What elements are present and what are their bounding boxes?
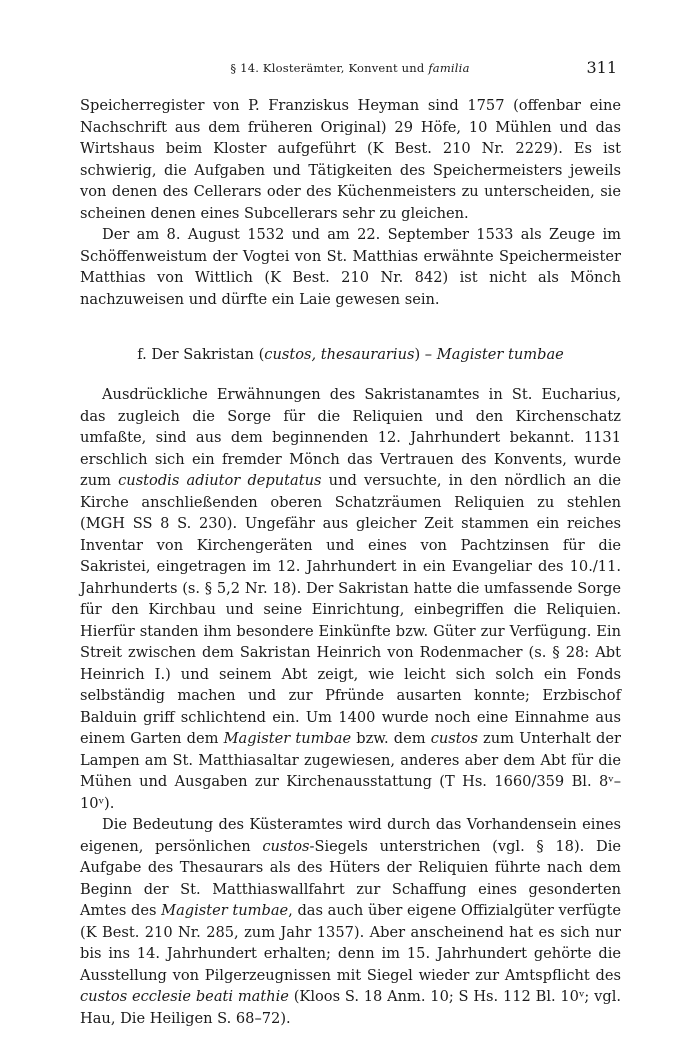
italic-run: custos <box>262 837 310 855</box>
heading-italic-title: Magister tumbae <box>436 346 564 363</box>
body-text-section <box>80 384 621 1029</box>
text-run: bzw. dem <box>351 730 431 747</box>
text-run: , das auch über eigene Offizialgüter verfügte (K Best. 210 Nr. 285, zum Jahr 1357). Aber anscheinend hat es sich nur bis ins 14. Jahrhundert erhalten; denn im 15. Jahrhundert gehörte die Ausstellung von Pilgerzeugnissen mit Siegel wieder zur Amtspflicht des <box>80 902 621 984</box>
paragraph <box>80 814 621 1029</box>
heading-prefix: f. Der Sakristan ( <box>137 346 265 363</box>
running-title-italic: familia <box>428 61 470 75</box>
italic-run: Magister tumbae <box>161 902 289 919</box>
paragraph: Speicherregister von P. Franziskus Heyman sind 1757 (offenbar eine Nachschrift aus dem früheren Original) 29 Höfe, 10 Mühlen und das Wirtshaus beim Kloster aufgeführt (K Best. 210 Nr. 2229). Es ist schwierig, die Aufgaben und Tätigkeiten des Speichermeisters jeweils von denen des Cellerars oder des Küchenmeisters zu unterscheiden, sie scheinen denen eines Subcellerars sehr zu gleichen. <box>80 97 621 222</box>
italic-run: custos <box>430 730 478 747</box>
running-title <box>215 61 485 75</box>
text-run: (Kloos S. 18 Anm. 10; S Hs. 112 Bl. 10ᵛ; vgl. Hau, Die Heiligen S. 68–72). <box>80 988 621 1027</box>
body-text-top <box>80 95 621 310</box>
text-run: zum Unterhalt der Lampen am St. Matthiasaltar zugewiesen, anderes aber dem Abt für die Mühen und Ausgaben zur Kirchenausstattung (T Hs. 1660/359 Bl. 8ᵛ–10ᵛ). <box>80 730 621 812</box>
italic-run: custos ecclesie beati mathie <box>80 988 289 1005</box>
italic-run: custodis adiutor deputatus <box>118 472 322 489</box>
text-run: -Siegels unterstrichen (vgl. § 18). Die Aufgabe des Thesaurars als des Hüters der Reliquien führte nach dem Beginn der St. Matthiaswallfahrt zur Schaffung eines gesonderten Amtes des <box>80 837 621 919</box>
running-title-text: § 14. Klosterämter, Konvent und <box>230 61 429 75</box>
text-run: und versuchte, in den nördlich an die Kirche anschließenden oberen Schatzräumen Reliquien zu stehlen (MGH SS 8 S. 230). Ungefähr aus gleicher Zeit stammen ein reiches Inventar von Kirchengeräten und eines von Pachtzinsen für die Sakristei, eingetragen im 12. Jahrhundert in ein Evangeliar des 10./11. Jahrhunderts (s. § 5,2 Nr. 18). Der Sakristan hatte die umfassende Sorge für den Kirchbau und seine Einrichtung, einbegriffen die Reliquien. Hierfür standen ihm besondere Einkünfte bzw. Güter zur Verfügung. Ein Streit zwischen dem Sakristan Heinrich von Rodenmacher (s. § 28: Abt Heinrich I.) und seinem Abt zeigt, wie leicht sich solch ein Fonds selbständig machen und zur Pfründe ausarten konnte; Erzbischof Balduin griff schlichtend ein. Um 1400 wurde noch eine Einnahme aus einem Garten dem <box>80 472 622 747</box>
page-number: 311 <box>586 58 617 77</box>
section-heading <box>80 346 621 363</box>
text-run: Die Bedeutung des Küsteramtes wird durch das Vorhandensein eines eigenen, persönlichen <box>80 816 621 855</box>
italic-run: Magister tumbae <box>223 730 352 747</box>
heading-italic-terms: custos, thesaurarius <box>264 346 415 363</box>
paragraph: Der am 8. August 1532 und am 22. September 1533 als Zeuge im Schöffenweistum der Vogtei von St. Matthias erwähnte Speichermeister Matthias von Wittlich (K Best. 210 Nr. 842) ist nicht als Mönch nachzuweisen und dürfte ein Laie gewesen sein. <box>80 226 621 308</box>
heading-middle: ) – <box>414 346 437 363</box>
running-head <box>0 58 700 78</box>
text-run: Ausdrückliche Erwähnungen des Sakristanamtes in St. Eucharius, das zugleich die Sorge für die Reliquien und den Kirchenschatz umfaßte, sind aus dem beginnenden 12. Jahrhundert bekannt. 1131 erschlich sich ein fremder Mönch das Vertrauen des Konvents, wurde zum <box>80 386 621 489</box>
paragraph <box>80 384 621 814</box>
